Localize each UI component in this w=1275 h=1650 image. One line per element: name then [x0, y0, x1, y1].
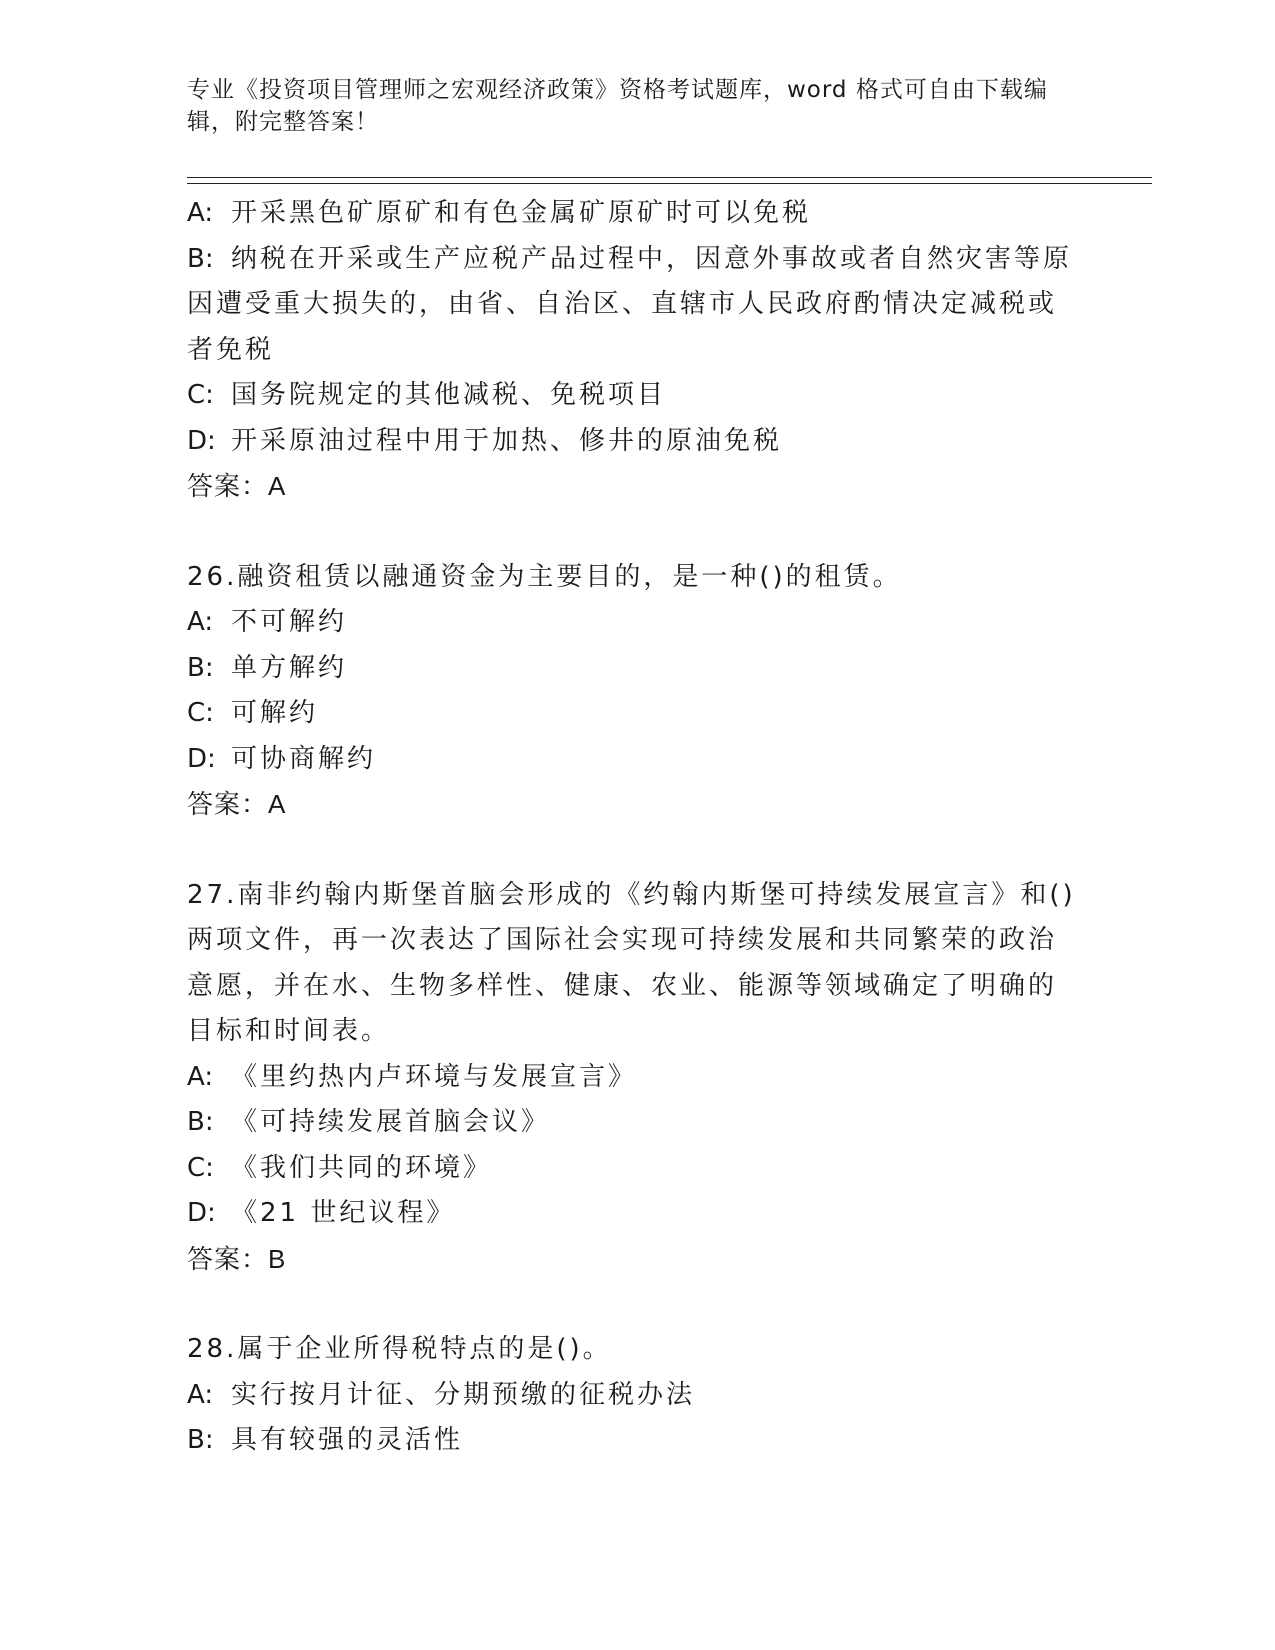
option-a: A: 实行按月计征、分期预缴的征税办法 [187, 1379, 696, 1410]
spacer [187, 510, 1087, 555]
question-list [187, 191, 1087, 1464]
option-b-continued: 因遭受重大损失的，由省、自治区、直辖市人民政府酌情决定减税或 [187, 289, 1058, 319]
option-d: D: 《21 世纪议程》 [187, 1198, 456, 1228]
option-b: B: 《可持续发展首脑会议》 [187, 1107, 551, 1137]
question-stem-continued: 两项文件，再一次表达了国际社会实现可持续发展和共同繁荣的政治 [187, 925, 1058, 955]
question-stem: 27.南非约翰内斯堡首脑会形成的《约翰内斯堡可持续发展宣言》和() [187, 879, 1076, 910]
spacer [187, 1282, 1087, 1327]
question-stem-continued: 意愿，并在水、生物多样性、健康、农业、能源等领域确定了明确的 [187, 970, 1058, 1001]
document-header [187, 74, 1067, 138]
header-line-2: 辑，附完整答案！ [187, 109, 379, 135]
question-stem: 28.属于企业所得税特点的是()。 [187, 1334, 612, 1364]
answer: 答案：A [187, 789, 287, 819]
option-b: B: 纳税在开采或生产应税产品过程中，因意外事故或者自然灾害等原 [187, 243, 1073, 274]
question-28 [187, 1327, 1087, 1464]
option-a: A: 开采黑色矿原矿和有色金属矿原矿时可以免税 [187, 198, 812, 228]
option-c: C: 国务院规定的其他减税、免税项目 [187, 380, 667, 410]
option-c: C: 可解约 [187, 698, 319, 728]
question-stem: 26.融资租赁以融通资金为主要目的，是一种()的租赁。 [187, 561, 902, 592]
question-26 [187, 555, 1087, 828]
question-stem-continued: 目标和时间表。 [187, 1016, 391, 1046]
option-b: B: 单方解约 [187, 652, 348, 683]
header-divider-bottom [187, 183, 1152, 184]
header-divider-top [187, 177, 1152, 178]
header-line-1: 专业《投资项目管理师之宏观经济政策》资格考试题库，word 格式可自由下载编 [187, 77, 1048, 103]
option-b: B: 具有较强的灵活性 [187, 1425, 464, 1455]
option-b-continued: 者免税 [187, 334, 275, 365]
answer: 答案：A [187, 471, 287, 501]
spacer [187, 828, 1087, 873]
answer: 答案：B [187, 1243, 287, 1274]
question-25-continued [187, 191, 1087, 510]
option-d: D: 开采原油过程中用于加热、修井的原油免税 [187, 425, 783, 456]
option-c: C: 《我们共同的环境》 [187, 1152, 493, 1183]
option-d: D: 可协商解约 [187, 743, 377, 774]
option-a: A: 《里约热内卢环境与发展宣言》 [187, 1061, 638, 1092]
option-a: A: 不可解约 [187, 607, 348, 637]
question-27 [187, 873, 1087, 1283]
